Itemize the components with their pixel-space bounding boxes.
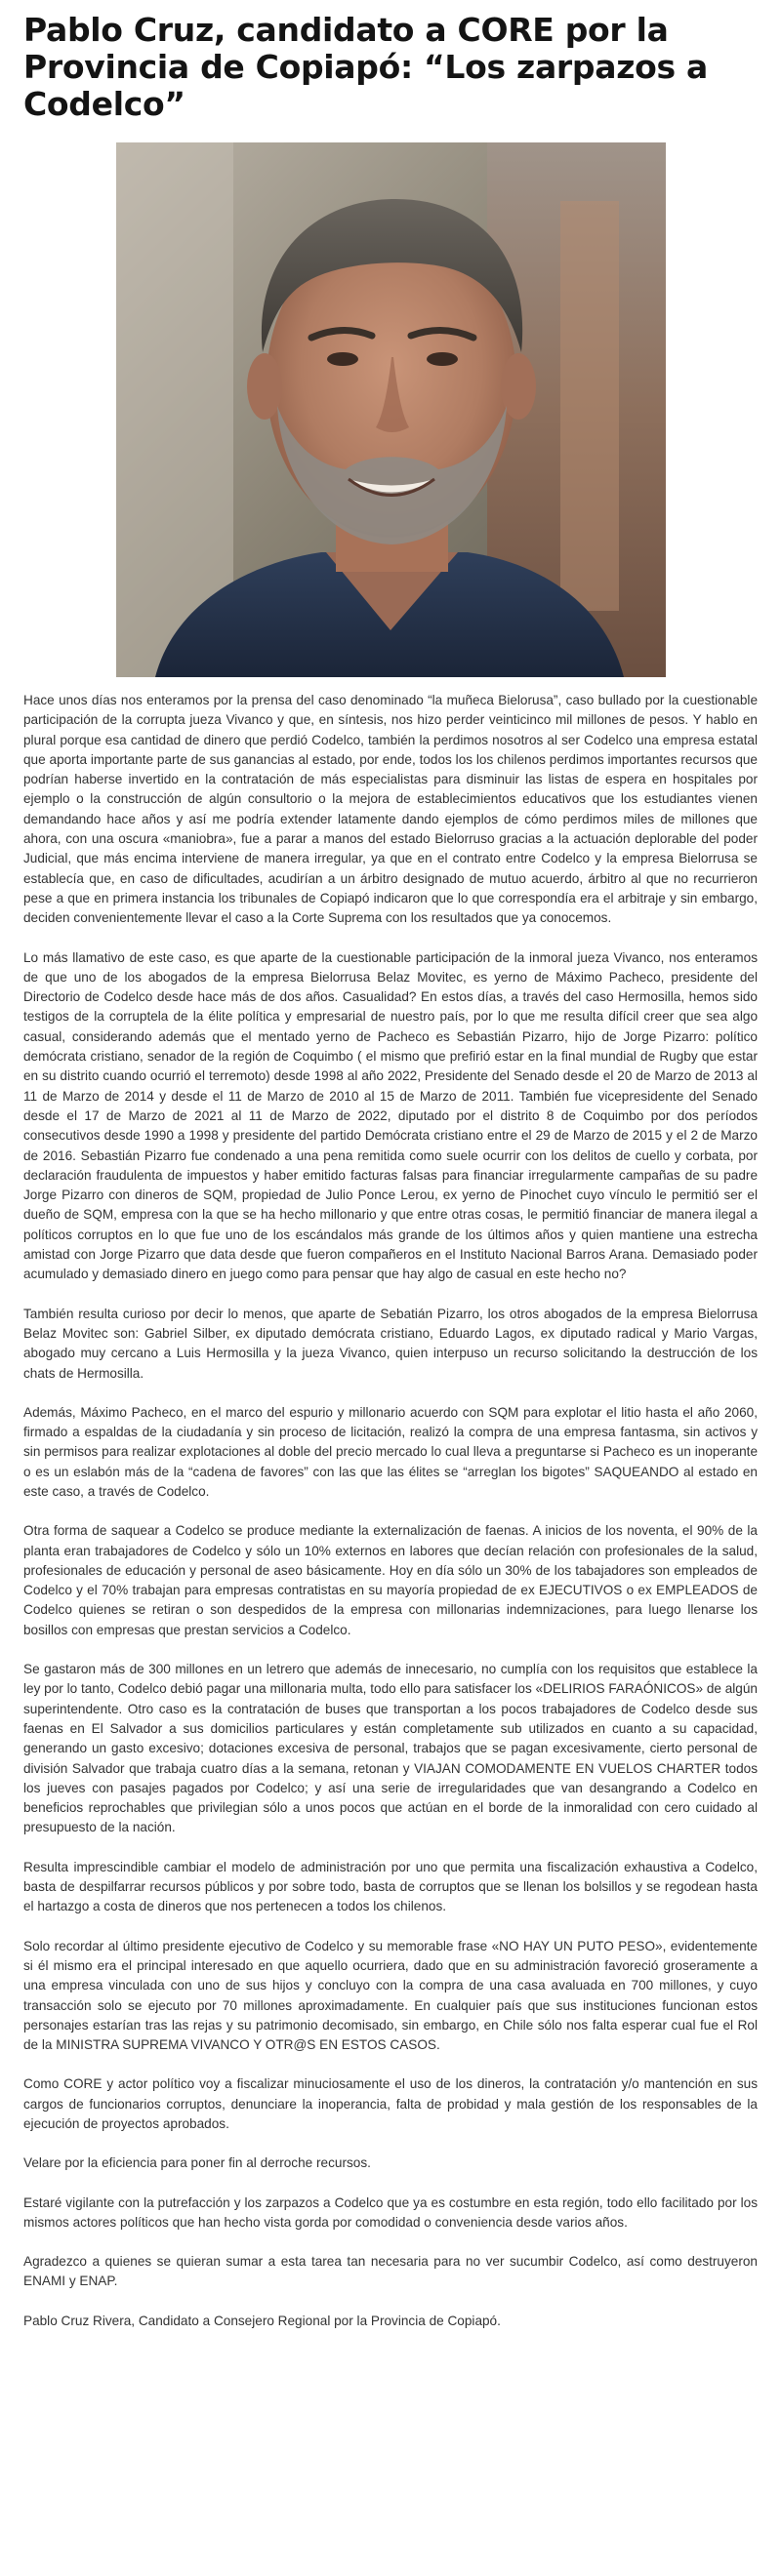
article-paragraph: También resulta curioso por decir lo menos, que aparte de Sebatián Pizarro, los otros abogados de la empresa Bielorrusa Belaz Movitec son: Gabriel Silber, ex diputado demócrata cristiano, Eduardo Lagos, ex diputado radical y Mario Vargas, abogado muy cercano a Luis Hermosilla y la jueza Vivanco, quien interpuso un recurso solicitando la destrucción de los chats de Hermosilla. bbox=[23, 1306, 758, 1381]
article-paragraph: Lo más llamativo de este caso, es que aparte de la cuestionable participación de la inmoral jueza Vivanco, nos enteramos de que uno de los abogados de la empresa Bielorrusa Belaz Movitec, es yerno de Máximo Pacheco, presidente del Directorio de Codelco desde hace más de dos años. Casualidad? En estos días, a través del caso Hermosilla, hemos sido testigos de la corruptela de la élite política y empresarial de nuestro país, por lo que me resulta difícil creer que sea algo casual, considerando además que el mentado yerno de Pacheco es Sebastián Pizarro, hijo de Jorge Pizarro: político demócrata cristiano, senador de la región de Coquimbo ( el mismo que prefirió estar en la final mundial de Rugby que estar en su distrito cuando ocurrió el terremoto) desde 1998 al año 2022, Presidente del Senado desde el 20 de Marzo de 2013 al 11 de Marzo de 2014 y desde el 11 de Marzo de 2010 al 15 de Marzo de 2011. También fue vicepresidente del Senado desde el 17 de Marzo de 2021 al 11 de Marzo de 2022, diputado por el distrito 8 de Coquimbo por dos períodos consecutivos desde 1990 a 1998 y presidente del partido Demócrata cristiano entre el 29 de Marzo de 2015 y el 2 de Marzo de 2016. Sebastián Pizarro fue condenado a una pena remitida como suele ocurrir con los delitos de cuello y corbata, por declaración fraudulenta de impuestos y haber emitido facturas falsas para financiar irregularmente campañas de su padre Jorge Pizarro con dineros de SQM, propiedad de Julio Ponce Lerou, ex yerno de Pinochet cuyo vínculo le permitió ser el dueño de SQM, empresa con la que se ha hecho millonario y que entre otras cosas, le permitió financiar de manera ilegal a políticos corruptos en lo que fue uno de los escándalos más grande de los últimos años y quien mantiene una estrecha amistad con Jorge Pizarro que data desde que fueron compañeros en el Instituto Nacional Barros Arana. Demasiado poder acumulado y demasiado dinero en juego como para pensar que hay algo de casual en este hecho no? bbox=[23, 949, 758, 1282]
candidate-photo bbox=[116, 142, 666, 677]
article bbox=[23, 0, 758, 2351]
article-body bbox=[23, 691, 758, 2331]
article-headline: Pablo Cruz, candidato a CORE por la Provincia de Copiapó: “Los zarpazos a Codelco” bbox=[23, 11, 708, 123]
article-paragraph: Estaré vigilante con la putrefacción y los zarpazos a Codelco que ya es costumbre en esta región, todo ello facilitado por los mismos actores políticos que han hecho vista gorda por comodidad o conveniencia desde varios años. bbox=[23, 2194, 758, 2230]
article-paragraph: Agradezco a quienes se quieran sumar a esta tarea tan necesaria para no ver sucumbir Codelco, así como destruyeron ENAMI y ENAP. bbox=[23, 2254, 758, 2289]
article-paragraph: Otra forma de saquear a Codelco se produce mediante la externalización de faenas. A inicios de los noventa, el 90% de la planta eran trabajadores de Codelco y sólo un 10% externos en labores que decían relación con profesionales de la salud, profesionales de educación y personal de aseo básicamente. Hoy en día sólo un 30% de los tabajadores son empleados de Codelco y el 70% trabajan para empresas contratistas en su mayoría propiedad de ex EJECUTIVOS o ex EMPLEADOS de Codelco quienes se retiran o son despedidos de la empresa con millonarias indemnizaciones, para luego llenarse los bosillos con empresas que prestan servicios a Codelco. bbox=[23, 1523, 758, 1637]
article-paragraph: Solo recordar al último presidente ejecutivo de Codelco y su memorable frase «NO HAY UN PUTO PESO», evidentemente si él mismo era el principal interesado en que aquello ocurriera, dado que en su administración favoreció groseramente a una empresa vinculada con uno de sus hijos y concluyo con la compra de una casa avaluada en 700 millones, y cuyo transacción solo se ejecuto por 70 millones aproximadamente. En cualquier país que sus instituciones funcionan estos personajes estarían tras las rejas y su patrimonio decomisado, sin embargo, en Chile sólo nos falta esperar cual fue el Rol de la MINISTRA SUPREMA VIVANCO Y OTR@S EN ESTOS CASOS. bbox=[23, 1938, 758, 2053]
article-paragraph: Resulta imprescindible cambiar el modelo de administración por uno que permita una fiscalización exhaustiva a Codelco, basta de despilfarrar recursos públicos y por sobre todo, basta de corruptos que se llenan los bolsillos y se regodean hasta el hartazgo a costa de dineros que nos pertenecen a todos los chilenos. bbox=[23, 1859, 758, 1914]
article-paragraph: Hace unos días nos enteramos por la prensa del caso denominado “la muñeca Bielorusa”, caso bullado por la cuestionable participación de la corrupta jueza Vivanco y que, en síntesis, nos hizo perder veinticinco mil millones de pesos. Y hablo en plural porque esa cantidad de dinero que perdió Codelco, también la perdimos nosotros al ser Codelco una empresa estatal que aporta importante parte de sus ganancias al estado, por ende, todos los los chilenos perdimos importantes recursos que podrían haberse invertido en la contratación de más especialistas para disminuir las listas de espera en hospitales por ejemplo o la construcción de algún consultorio o la mejora de establecimientos educativos que los estudiantes vienen demandando hace años y así me podría extender latamente dando ejemplos de cómo perdimos miles de millones que ahora, con una oscura «maniobra», fue a parar a manos del estado Bielorruso gracias a la actuación deplorable del poder Judicial, que más encima interviene de manera irregular, ya que en el contrato entre Codelco y la empresa Bielorrusa se establecía que, en caso de dificultades, acudirían a un árbitro designado de mutuo acuerdo, árbitro al que no recurrieron pese a que en primera instancia los tribunales de Copiapó indicaron que lo que correspondía era el arbitraje y sin embargo, deciden convenientemente llevar el caso a la Corte Suprema con los resultados que ya conocemos. bbox=[23, 693, 758, 926]
portrait-photo-icon bbox=[116, 142, 666, 677]
article-paragraph: Además, Máximo Pacheco, en el marco del espurio y millonario acuerdo con SQM para explotar el litio hasta el año 2060, firmado a espaldas de la ciudadanía y sin proceso de licitación, realizó la compra de una empresa fantasma, sin activos y sin permisos para realizar explotaciones al doble del precio mercado lo cual lleva a preguntarse si Pacheco es un inoperante o es un eslabón más de la “cadena de favores” con las que las élites se “arreglan los bigotes” SAQUEANDO al estado en este caso, a través de Codelco. bbox=[23, 1404, 758, 1499]
article-paragraph: Como CORE y actor político voy a fiscalizar minuciosamente el uso de los dineros, la contratación y/o mantención en sus cargos de funcionarios corruptos, denunciare la inoperancia, falta de probidad y mala gestión de los responsables de la ejecución de proyectos aprobados. bbox=[23, 2076, 758, 2131]
article-signature: Pablo Cruz Rivera, Candidato a Consejero Regional por la Provincia de Copiapó. bbox=[23, 2313, 501, 2328]
article-paragraph: Se gastaron más de 300 millones en un letrero que además de innecesario, no cumplía con los requisitos que establece la ley por lo tanto, Codelco debió pagar una millonaria multa, todo ello para satisfacer los «DELIRIOS FARAÓNICOS» de algún superintendente. Otro caso es la contratación de buses que transportan a los pocos trabajadores de Codelco desde sus faenas en El Salvador a sus domicilios particulares y están completamente sub utilizados en cuanto a su capacidad, generando un gasto excesivo; dotaciones excesiva de personal, trabajos que se pagan excesivamente, cierto personal de división Salvador que trabaja cuatro días a la semana, retonan y VIAJAN COMODAMENTE EN VUELOS CHARTER todos los jueves con pasajes pagados por Codelco; y así una serie de irregularidades que van desangrando a Codelco en beneficios reprochables que privilegian sólo a unos pocos que actúan en el borde de la inmoralidad con cero cuidado al presupuesto de la nación. bbox=[23, 1662, 758, 1835]
article-paragraph: Velare por la eficiencia para poner fin al derroche recursos. bbox=[23, 2155, 371, 2171]
